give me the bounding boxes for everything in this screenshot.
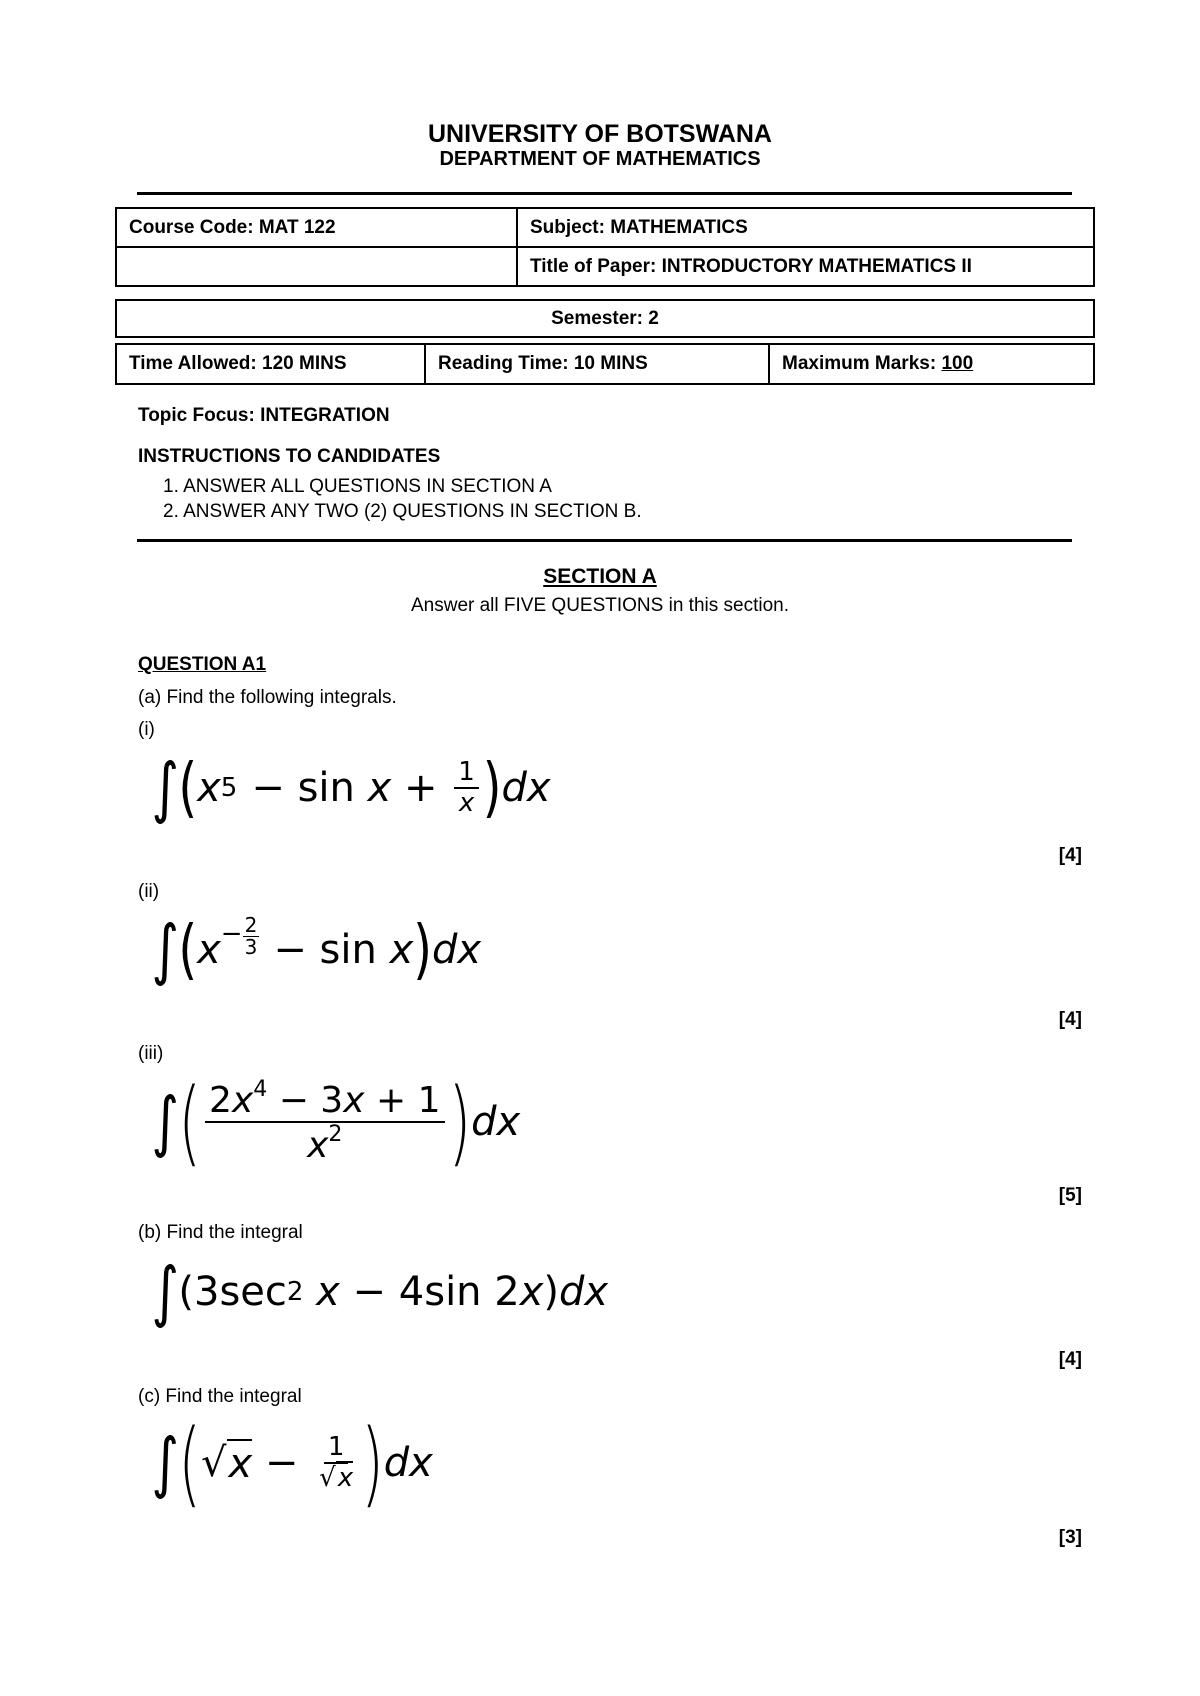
semester: Semester: 2 [116, 300, 1094, 337]
university-name: UNIVERSITY OF BOTSWANA [427, 120, 772, 148]
divider [137, 539, 1072, 542]
question-title: QUESTION A1 [138, 654, 267, 675]
part-i-label: (i) [138, 719, 155, 740]
marks-b: [4] [1058, 1349, 1082, 1370]
semester-table [115, 299, 1095, 338]
instruction-item: 1. ANSWER ALL QUESTIONS IN SECTION A [163, 476, 552, 497]
topic-focus: Topic Focus: INTEGRATION [138, 405, 390, 426]
divider [137, 192, 1072, 195]
instructions-heading: INSTRUCTIONS TO CANDIDATES [138, 446, 441, 467]
empty-cell [116, 247, 517, 286]
title-of-paper: Title of Paper: INTRODUCTORY MATHEMATICS II [517, 247, 1094, 286]
integral-ii: ∫ ( x − $\frac{2}{3}$ − sin x ) dx [151, 911, 482, 988]
part-c-text: (c) Find the integral [138, 1386, 302, 1407]
maximum-marks [769, 344, 1094, 384]
part-b-text: (b) Find the integral [138, 1222, 303, 1243]
section-subtitle: Answer all FIVE QUESTIONS in this section. [410, 595, 789, 616]
maximum-marks-label: Maximum Marks: [782, 353, 942, 374]
maximum-marks-value: 100 [941, 353, 974, 374]
part-iii-label: (iii) [138, 1043, 164, 1064]
integral-b: ∫ (3sec 2 x − 4sin 2 x ) dx [151, 1253, 609, 1330]
course-info-table [115, 207, 1095, 287]
marks-ii: [4] [1058, 1009, 1082, 1030]
marks-c: [3] [1058, 1527, 1082, 1548]
time-table [115, 343, 1095, 385]
section-title: SECTION A [543, 565, 657, 588]
subject: Subject: MATHEMATICS [517, 208, 1094, 247]
part-a-text: (a) Find the following integrals. [138, 687, 397, 708]
integral-c: ∫ ( √ x − $\frac{1}{√x}$ ) dx [151, 1408, 433, 1518]
marks-iii: [5] [1058, 1185, 1082, 1206]
course-code: Course Code: MAT 122 [116, 208, 517, 247]
part-ii-label: (ii) [138, 881, 160, 902]
department-name: DEPARTMENT OF MATHEMATICS [439, 148, 761, 170]
integral-i: ∫ ( x 5 − sin x + $\frac{1}{x}$ ) dx [151, 749, 551, 826]
instruction-item: 2. ANSWER ANY TWO (2) QUESTIONS IN SECTION B. [163, 501, 642, 522]
marks-i: [4] [1058, 845, 1082, 866]
integral-iii: ∫ ( $\frac{2x^4 - 3x + 1}{x^2}$ ) dx [151, 1067, 521, 1177]
reading-time: Reading Time: 10 MINS [425, 344, 769, 384]
time-allowed: Time Allowed: 120 MINS [116, 344, 425, 384]
